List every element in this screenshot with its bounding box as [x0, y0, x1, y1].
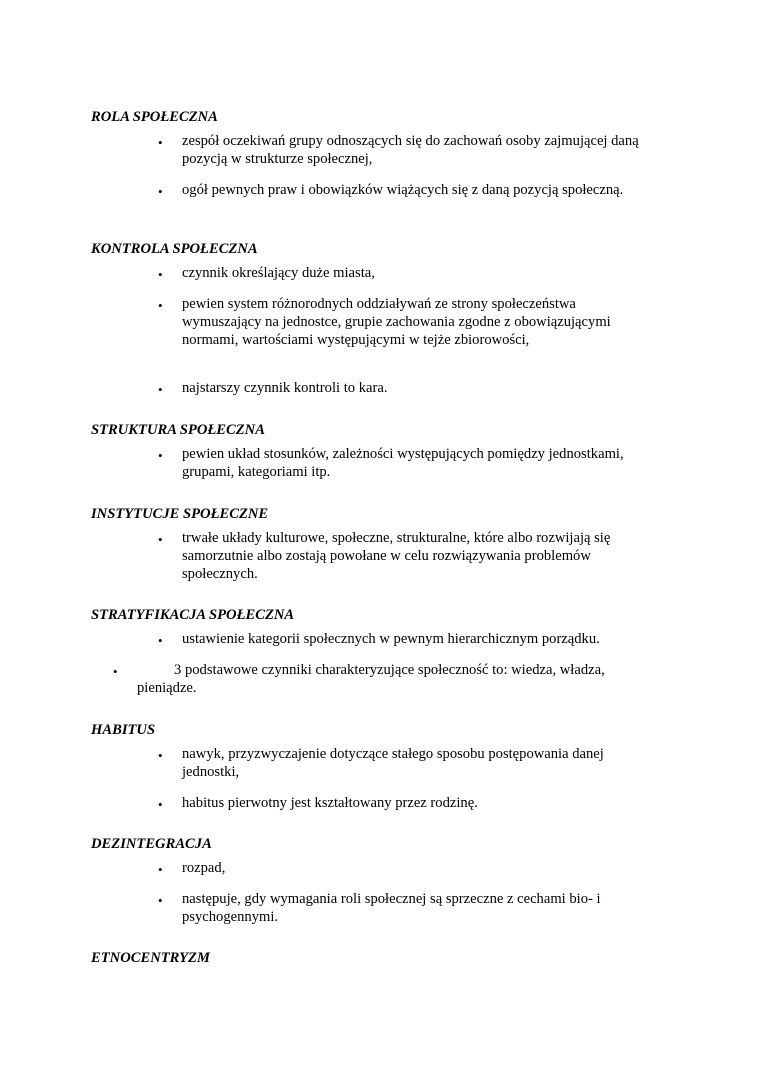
bullet-marker: • — [158, 797, 163, 812]
bullet-marker: • — [158, 184, 163, 199]
section-heading: ETNOCENTRYZM — [91, 950, 210, 966]
list-item: 3 podstawowe czynniki charakteryzujące społeczność to: wiedza, władza, pieniądze. — [137, 662, 605, 696]
list-item: pewien system różnorodnych oddziaływań ze strony społeczeństwa wymuszający na jednostce, grupie zachowania zgodne z obowiązującymi normami, wartościami występującymi w tejże zbiorowości, — [182, 296, 611, 348]
section-heading: ROLA SPOŁECZNA — [91, 109, 218, 125]
bullet-marker: • — [113, 664, 118, 679]
bullet-marker: • — [158, 135, 163, 150]
list-item: ogół pewnych praw i obowiązków wiążących się z daną pozycją społeczną. — [182, 182, 624, 198]
list-item: rozpad, — [182, 860, 226, 876]
bullet-marker: • — [158, 382, 163, 397]
list-item: habitus pierwotny jest kształtowany przez rodzinę. — [182, 795, 478, 811]
list-item: trwałe układy kulturowe, społeczne, strukturalne, które albo rozwijają się samorzutnie albo zostają powołane w celu rozwiązywania problemów społecznych. — [182, 530, 611, 582]
bullet-marker: • — [158, 448, 163, 463]
section-heading: KONTROLA SPOŁECZNA — [91, 241, 258, 257]
section-heading: INSTYTUCJE SPOŁECZNE — [91, 506, 269, 522]
section-heading: STRATYFIKACJA SPOŁECZNA — [91, 607, 295, 623]
section-heading: STRUKTURA SPOŁECZNA — [91, 422, 265, 438]
bullet-marker: • — [158, 532, 163, 547]
section-heading: HABITUS — [91, 722, 156, 738]
list-item: pewien układ stosunków, zależności występujących pomiędzy jednostkami, grupami, kategoriami itp. — [182, 446, 624, 480]
bullet-marker: • — [158, 298, 163, 313]
bullet-marker: • — [158, 267, 163, 282]
list-item: najstarszy czynnik kontroli to kara. — [182, 380, 388, 396]
list-item: nawyk, przyzwyczajenie dotyczące stałego sposobu postępowania danej jednostki, — [182, 746, 604, 780]
section-heading: DEZINTEGRACJA — [91, 836, 212, 852]
list-item: zespół oczekiwań grupy odnoszących się do zachowań osoby zajmującej daną pozycją w strukturze społecznej, — [182, 133, 639, 167]
bullet-marker: • — [158, 893, 163, 908]
bullet-marker: • — [158, 633, 163, 648]
list-item: ustawienie kategorii społecznych w pewnym hierarchicznym porządku. — [182, 631, 600, 647]
list-item: następuje, gdy wymagania roli społecznej są sprzeczne z cechami bio- i psychogennymi. — [182, 891, 601, 925]
list-item: czynnik określający duże miasta, — [182, 265, 375, 281]
bullet-marker: • — [158, 748, 163, 763]
bullet-marker: • — [158, 862, 163, 877]
